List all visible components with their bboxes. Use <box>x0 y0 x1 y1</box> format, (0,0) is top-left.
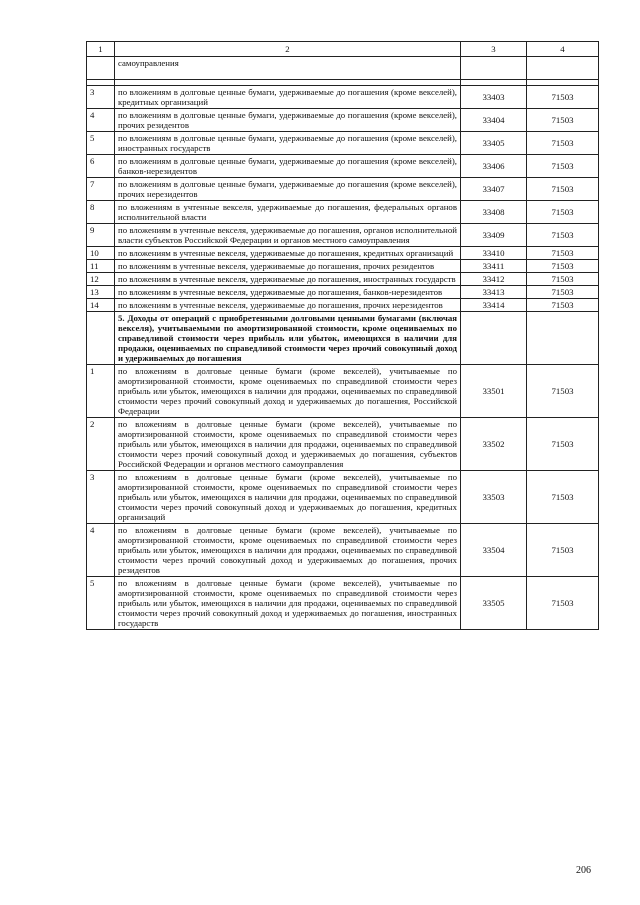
table-row <box>87 365 599 418</box>
row-description: по вложениям в долговые ценные бумаги (кроме векселей), учитываемые по амортизированной стоимости, кроме оцениваемых по справедливой стоимости через прибыль или убыток, имеющихся в наличии для продажи, оцениваемых по справедливой стоимости через прочий совокупный доход и удерживаемых до погашения, прочих резидентов <box>115 524 461 577</box>
row-number: 10 <box>87 247 115 260</box>
row-number: 6 <box>87 155 115 178</box>
row-code: 33414 <box>461 299 527 312</box>
row-number: 13 <box>87 286 115 299</box>
row-description: по вложениям в учтенные векселя, удерживаемые до погашения, банков-нерезидентов <box>115 286 461 299</box>
row-account: 71503 <box>527 260 599 273</box>
row-account: 71503 <box>527 365 599 418</box>
table-row <box>87 155 599 178</box>
row-account: 71503 <box>527 109 599 132</box>
row-description: по вложениям в долговые ценные бумаги, удерживаемые до погашения (кроме векселей), прочих нерезидентов <box>115 178 461 201</box>
row-description: по вложениям в долговые ценные бумаги (кроме векселей), учитываемые по амортизированной стоимости, кроме оцениваемых по справедливой стоимости через прибыль или убыток, имеющихся в наличии для продажи, оцениваемых по справедливой стоимости через прочий совокупный доход и удерживаемых до погашения, Российской Федерации <box>115 365 461 418</box>
header-col-1: 1 <box>87 42 115 57</box>
row-description: по вложениям в учтенные векселя, удерживаемые до погашения, прочих резидентов <box>115 260 461 273</box>
table-row <box>87 260 599 273</box>
row-code: 33412 <box>461 273 527 286</box>
row-account: 71503 <box>527 577 599 630</box>
row-account: 71503 <box>527 178 599 201</box>
row-account: 71503 <box>527 201 599 224</box>
row-description: по вложениям в долговые ценные бумаги, удерживаемые до погашения (кроме векселей), прочих резидентов <box>115 109 461 132</box>
row-number: 1 <box>87 365 115 418</box>
row-account: 71503 <box>527 418 599 471</box>
row-number: 3 <box>87 86 115 109</box>
row-number: 8 <box>87 201 115 224</box>
table-row <box>87 201 599 224</box>
row-code: 33502 <box>461 418 527 471</box>
table-row <box>87 273 599 286</box>
row-code: 33409 <box>461 224 527 247</box>
table-row <box>87 224 599 247</box>
row-account: 71503 <box>527 524 599 577</box>
row-account: 71503 <box>527 247 599 260</box>
table-row <box>87 178 599 201</box>
row-code: 33504 <box>461 524 527 577</box>
row-number: 11 <box>87 260 115 273</box>
row-code: 33404 <box>461 109 527 132</box>
row-description: по вложениям в долговые ценные бумаги, удерживаемые до погашения (кроме векселей), кредитных организаций <box>115 86 461 109</box>
row-account: 71503 <box>527 273 599 286</box>
row-account: 71503 <box>527 471 599 524</box>
row-number: 14 <box>87 299 115 312</box>
table-row <box>87 86 599 109</box>
row-number: 4 <box>87 524 115 577</box>
row-account: 71503 <box>527 86 599 109</box>
row-description: по вложениям в учтенные векселя, удерживаемые до погашения, федеральных органов исполнительной власти <box>115 201 461 224</box>
table-row <box>87 132 599 155</box>
table-row <box>87 418 599 471</box>
table-row <box>87 471 599 524</box>
row-description: по вложениям в учтенные векселя, удерживаемые до погашения, кредитных организаций <box>115 247 461 260</box>
header-row <box>87 42 599 57</box>
row-number: 2 <box>87 418 115 471</box>
accounts-table-body <box>87 42 599 630</box>
table-row <box>87 299 599 312</box>
row-account: 71503 <box>527 286 599 299</box>
table-row <box>87 109 599 132</box>
continuation-row <box>87 57 599 80</box>
header-col-2: 2 <box>115 42 461 57</box>
row-code: 33407 <box>461 178 527 201</box>
row-number: 5 <box>87 132 115 155</box>
row-code: 33505 <box>461 577 527 630</box>
row-account: 71503 <box>527 224 599 247</box>
continuation-text: самоуправления <box>115 57 461 80</box>
row-code: 33413 <box>461 286 527 299</box>
row-code: 33503 <box>461 471 527 524</box>
row-number: 3 <box>87 471 115 524</box>
row-code: 33410 <box>461 247 527 260</box>
row-code: 33501 <box>461 365 527 418</box>
row-code: 33408 <box>461 201 527 224</box>
row-code: 33411 <box>461 260 527 273</box>
table-row <box>87 286 599 299</box>
row-description: по вложениям в учтенные векселя, удерживаемые до погашения, органов исполнительной власти субъектов Российской Федерации и органов местного самоуправления <box>115 224 461 247</box>
row-account: 71503 <box>527 155 599 178</box>
row-code: 33405 <box>461 132 527 155</box>
row-code: 33406 <box>461 155 527 178</box>
row-description: по вложениям в учтенные векселя, удерживаемые до погашения, прочих нерезидентов <box>115 299 461 312</box>
row-number: 5 <box>87 577 115 630</box>
row-description: по вложениям в долговые ценные бумаги, удерживаемые до погашения (кроме векселей), иностранных государств <box>115 132 461 155</box>
section-row <box>87 312 599 365</box>
row-description: по вложениям в долговые ценные бумаги (кроме векселей), учитываемые по амортизированной стоимости, кроме оцениваемых по справедливой стоимости через прибыль или убыток, имеющихся в наличии для продажи, оцениваемых по справедливой стоимости через прочий совокупный доход и удерживаемых до погашения, иностранных государств <box>115 577 461 630</box>
row-description: по вложениям в долговые ценные бумаги (кроме векселей), учитываемые по амортизированной стоимости, кроме оцениваемых по справедливой стоимости через прибыль или убыток, имеющихся в наличии для продажи, оцениваемых по справедливой стоимости через прочий совокупный доход и удерживаемых до погашения, кредитных организаций <box>115 471 461 524</box>
row-description: по вложениям в учтенные векселя, удерживаемые до погашения, иностранных государств <box>115 273 461 286</box>
table-row <box>87 577 599 630</box>
header-col-4: 4 <box>527 42 599 57</box>
table-row <box>87 247 599 260</box>
accounts-table <box>86 41 599 630</box>
row-number: 12 <box>87 273 115 286</box>
row-account: 71503 <box>527 299 599 312</box>
row-description: по вложениям в долговые ценные бумаги (кроме векселей), учитываемые по амортизированной стоимости, кроме оцениваемых по справедливой стоимости через прибыль или убыток, имеющихся в наличии для продажи, оцениваемых по справедливой стоимости через прочий совокупный доход и удерживаемых до погашения, субъектов Российской Федерации и органов местного самоуправления <box>115 418 461 471</box>
row-description: по вложениям в долговые ценные бумаги, удерживаемые до погашения (кроме векселей), банков-нерезидентов <box>115 155 461 178</box>
header-col-3: 3 <box>461 42 527 57</box>
row-number: 9 <box>87 224 115 247</box>
section-title: 5. Доходы от операций с приобретенными долговыми ценными бумагами (включая векселя), учитываемыми по амортизированной стоимости, кроме оцениваемых по справедливой стоимости через прибыль или убыток, имеющихся в наличии для продажи, оцениваемых по справедливой стоимости через прочий совокупный доход и удерживаемых до погашения <box>115 312 461 365</box>
row-number: 7 <box>87 178 115 201</box>
row-account: 71503 <box>527 132 599 155</box>
table-row <box>87 524 599 577</box>
row-code: 33403 <box>461 86 527 109</box>
row-number: 4 <box>87 109 115 132</box>
page-number: 206 <box>576 865 591 876</box>
